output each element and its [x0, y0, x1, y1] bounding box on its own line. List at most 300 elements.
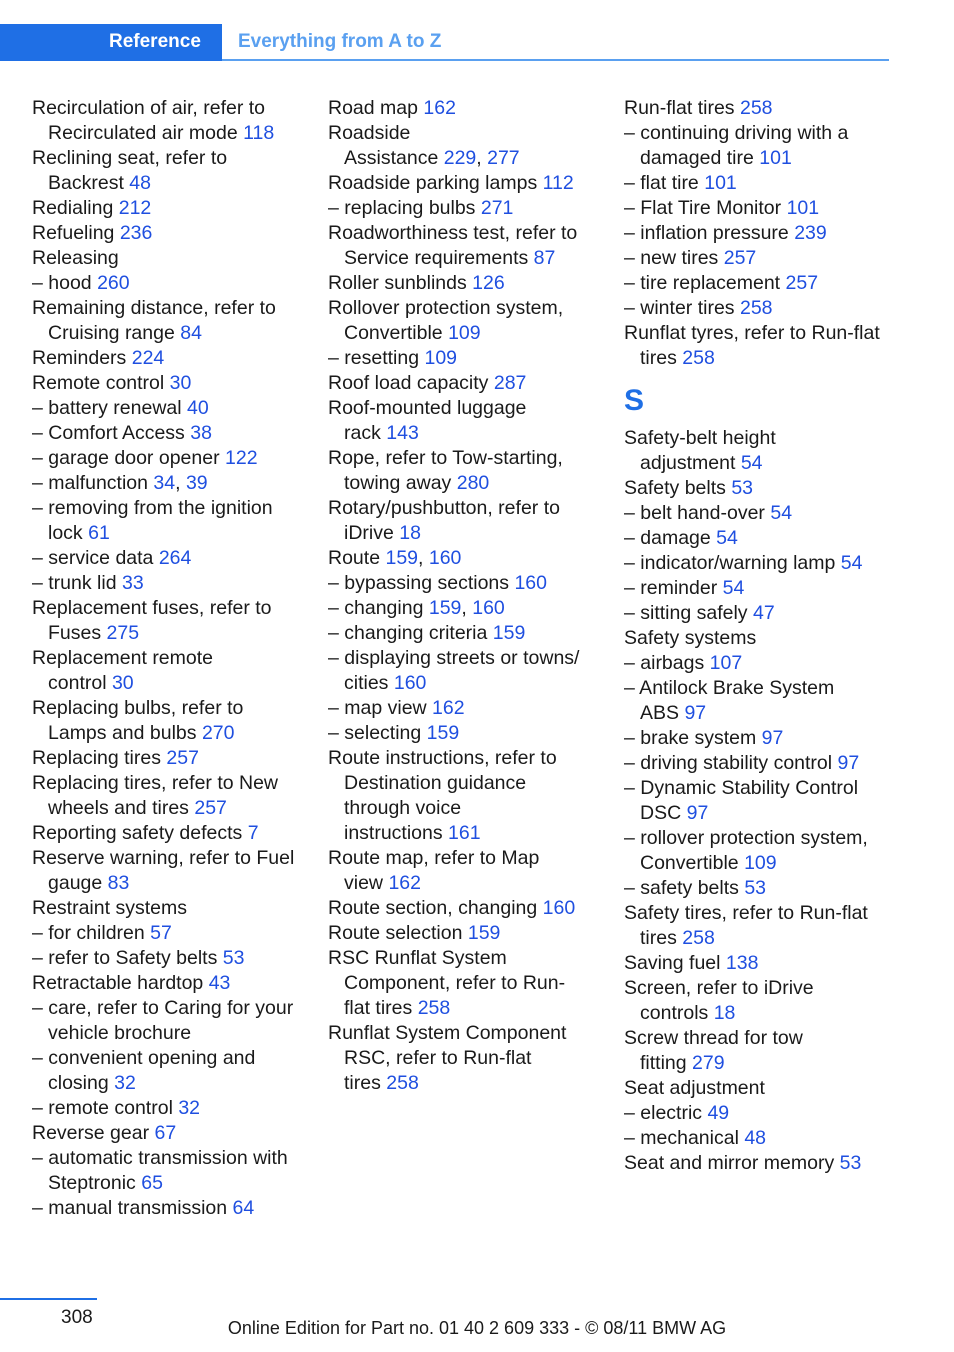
index-entry-text: – brake system: [624, 727, 757, 749]
index-entry: [328, 271, 618, 296]
index-entry: [624, 221, 894, 246]
page-link[interactable]: 159: [428, 597, 462, 619]
page-link[interactable]: 143: [386, 422, 419, 444]
page-link[interactable]: 97: [837, 752, 860, 774]
page-link[interactable]: 109: [448, 322, 481, 344]
index-entry-text: – remote control: [32, 1097, 173, 1119]
index-entry-text: – sitting safely: [624, 602, 748, 624]
index-entry: [624, 171, 894, 196]
page-link[interactable]: 33: [121, 572, 144, 594]
index-entry: [32, 1196, 322, 1221]
index-entry-text: Roadworthiness test, refer to: [328, 222, 578, 244]
index-entry: [624, 876, 894, 901]
index-entry: [624, 626, 894, 651]
index-entry-text: – mechanical: [624, 1127, 739, 1149]
index-entry: [624, 1151, 894, 1176]
index-entry: [624, 676, 894, 701]
index-entry-text: Rope, refer to Tow-starting,: [328, 447, 563, 469]
index-entry: [328, 821, 618, 846]
page-link[interactable]: 53: [744, 877, 767, 899]
footer-edition: Online Edition for Part no. 01 40 2 609 333 - © 08/11 BMW AG: [227, 1318, 727, 1338]
index-entry: [328, 1071, 618, 1096]
index-entry: [328, 621, 618, 646]
index-entry-text: Service requirements: [344, 247, 529, 269]
index-entry-text: – refer to Safety belts: [32, 947, 218, 969]
index-entry-text: – inflation pressure: [624, 222, 789, 244]
page-link[interactable]: 112: [542, 172, 574, 194]
page-link[interactable]: 32: [178, 1097, 201, 1119]
index-entry: [32, 671, 322, 696]
index-entry: [328, 921, 618, 946]
page-link[interactable]: 258: [739, 97, 773, 119]
index-entry: [624, 601, 894, 626]
index-entry: [32, 496, 322, 521]
index-entry-text: Refueling: [32, 222, 115, 244]
index-entry: [328, 696, 618, 721]
index-entry: [328, 571, 618, 596]
index-entry: [32, 746, 322, 771]
index-entry: [624, 501, 894, 526]
page-link[interactable]: 126: [472, 272, 505, 294]
page-link[interactable]: 118: [243, 122, 275, 144]
page-link[interactable]: 160: [514, 572, 547, 594]
index-entry-text: Road map: [328, 97, 418, 119]
page-link[interactable]: 54: [770, 502, 793, 524]
index-entry-text: Route map, refer to Map: [328, 847, 540, 869]
page-link[interactable]: 257: [723, 247, 757, 269]
index-entry-text: – changing: [328, 597, 424, 619]
page-link[interactable]: 101: [759, 147, 792, 169]
index-entry: [32, 596, 322, 621]
index-entry-text: Safety-belt height: [624, 427, 776, 449]
index-entry: [328, 346, 618, 371]
page-link[interactable]: 109: [424, 347, 458, 369]
index-entry-text: ABS: [640, 702, 680, 724]
page-link[interactable]: 159: [385, 547, 419, 569]
index-entry: [624, 296, 894, 321]
page-link[interactable]: 258: [682, 927, 715, 949]
index-entry: [32, 196, 322, 221]
index-entry: [328, 796, 618, 821]
index-entry: [328, 496, 618, 521]
index-entry-text: Retractable hardtop: [32, 972, 204, 994]
page-link[interactable]: 61: [88, 522, 110, 544]
page-link[interactable]: 18: [399, 522, 421, 544]
page-link[interactable]: 280: [456, 472, 490, 494]
index-entry: [624, 551, 894, 576]
page-link[interactable]: 54: [716, 527, 738, 549]
page-link[interactable]: 277: [487, 147, 520, 169]
index-entry: [328, 746, 618, 771]
index-entry: [32, 871, 322, 896]
index-entry: [328, 771, 618, 796]
index-entry: [32, 246, 322, 271]
index-entry: [624, 926, 894, 951]
index-entry: [624, 476, 894, 501]
index-entry: [328, 721, 618, 746]
page-link[interactable]: 260: [97, 272, 130, 294]
index-entry: [32, 421, 322, 446]
page-link[interactable]: 162: [432, 697, 465, 719]
index-entry: [328, 996, 618, 1021]
index-entry: [32, 296, 322, 321]
page-link[interactable]: 53: [839, 1152, 862, 1174]
index-entry: [624, 96, 894, 121]
index-entry-text: instructions: [344, 822, 443, 844]
index-entry-text: Replacement fuses, refer to: [32, 597, 272, 619]
page-link[interactable]: 53: [222, 947, 245, 969]
page-link[interactable]: 257: [194, 797, 227, 819]
index-entry: [32, 546, 322, 571]
page-link[interactable]: 30: [169, 372, 192, 394]
page-link[interactable]: 160: [542, 897, 576, 919]
index-entry-text: – new tires: [624, 247, 719, 269]
index-entry-text: Route selection: [328, 922, 463, 944]
index-entry-text: – bypassing sections: [328, 572, 510, 594]
index-entry-text: Convertible: [344, 322, 443, 344]
index-entry-text: towing away: [344, 472, 452, 494]
index-entry: [624, 976, 894, 1001]
index-entry-text: Replacing tires: [32, 747, 161, 769]
index-entry-text: – damage: [624, 527, 711, 549]
header-rule: [222, 59, 889, 61]
index-entry: [624, 271, 894, 296]
index-entry-text: Reverse gear: [32, 1122, 150, 1144]
index-entry: [624, 1101, 894, 1126]
index-entry: [624, 246, 894, 271]
page-link[interactable]: 159: [492, 622, 526, 644]
index-entry: [32, 1146, 322, 1171]
index-entry: [32, 896, 322, 921]
index-entry-text: adjustment: [640, 452, 736, 474]
index-entry: [32, 271, 322, 296]
index-entry: [624, 726, 894, 751]
page-link[interactable]: 258: [682, 347, 715, 369]
page-link[interactable]: 48: [129, 172, 151, 194]
index-entry: [32, 621, 322, 646]
index-entry: [328, 221, 618, 246]
page-link[interactable]: 264: [158, 547, 192, 569]
index-entry: [328, 1021, 618, 1046]
index-entry-text: – electric: [624, 1102, 703, 1124]
page-link[interactable]: 287: [493, 372, 527, 394]
index-entry-text: Roof-mounted luggage: [328, 397, 527, 419]
index-entry-text: tires: [640, 347, 677, 369]
index-entry: [32, 771, 322, 796]
index-entry: [624, 801, 894, 826]
index-entry-text: – malfunction: [32, 472, 148, 494]
page-link[interactable]: 212: [118, 197, 152, 219]
page-link[interactable]: 258: [417, 997, 451, 1019]
index-entry: [328, 846, 618, 871]
index-entry: [32, 646, 322, 671]
index-entry-text: Roof load capacity: [328, 372, 489, 394]
index-entry-text: Route: [328, 547, 381, 569]
index-entry: Assistance 229, 277: [344, 147, 520, 169]
page-link[interactable]: 54: [740, 452, 763, 474]
index-entry: [624, 526, 894, 551]
index-entry: [32, 1096, 322, 1121]
index-entry-text: – indicator/warning lamp: [624, 552, 836, 574]
index-entry: [624, 1126, 894, 1151]
page-link[interactable]: 101: [704, 172, 737, 194]
index-entry-text: – driving stability control: [624, 752, 833, 774]
page-link[interactable]: 257: [166, 747, 199, 769]
index-entry-text: – manual transmission: [32, 1197, 228, 1219]
index-entry-text: – replacing bulbs: [328, 197, 476, 219]
index-entry-text: – hood: [32, 272, 92, 294]
index-column-2: [328, 96, 618, 1096]
index-entry: [32, 371, 322, 396]
index-entry: [624, 121, 894, 146]
index-entry-text: – Comfort Access: [32, 422, 185, 444]
index-entry: [624, 851, 894, 876]
index-entry-text: – trunk lid: [32, 572, 117, 594]
page-link[interactable]: 47: [752, 602, 775, 624]
page-link[interactable]: 275: [106, 622, 140, 644]
index-entry-text: Safety belts: [624, 477, 726, 499]
index-entry-text: – battery renewal: [32, 397, 182, 419]
page-link[interactable]: 38: [190, 422, 212, 444]
page-link[interactable]: 122: [225, 447, 258, 469]
index-entry-text: wheels and tires: [48, 797, 189, 819]
index-entry-text: RSC Runflat System: [328, 947, 507, 969]
index-entry: [32, 1021, 322, 1046]
index-entry-text: Backrest: [48, 172, 124, 194]
page-link[interactable]: 138: [725, 952, 759, 974]
index-entry-text: – rollover protection system,: [624, 827, 868, 849]
index-entry: [624, 576, 894, 601]
index-entry: [32, 921, 322, 946]
index-entry: [328, 121, 618, 146]
page-link[interactable]: 229: [443, 147, 477, 169]
index-column-1: [32, 96, 322, 1221]
index-entry: – changing 159, 160: [328, 597, 505, 619]
index-entry: [624, 451, 894, 476]
page-link[interactable]: 97: [686, 802, 709, 824]
index-entry-text: – convenient opening and: [32, 1047, 256, 1069]
index-entry: [32, 171, 322, 196]
page-link[interactable]: 162: [388, 872, 421, 894]
index-entry-text: tires: [344, 1072, 381, 1094]
page-link[interactable]: 258: [739, 297, 773, 319]
index-entry-text: Replacement remote: [32, 647, 214, 669]
index-entry: [624, 1051, 894, 1076]
index-entry: [328, 171, 618, 196]
index-entry-text: – changing criteria: [328, 622, 488, 644]
index-entry-text: – Antilock Brake System: [624, 677, 835, 699]
index-entry: [32, 446, 322, 471]
page-link[interactable]: 101: [786, 197, 820, 219]
page-link[interactable]: 53: [731, 477, 754, 499]
page-link[interactable]: 270: [201, 722, 235, 744]
index-entry-text: RSC, refer to Run-flat: [344, 1047, 532, 1069]
index-entry: [32, 571, 322, 596]
index-entry: [32, 1171, 322, 1196]
index-entry: [328, 521, 618, 546]
index-entry-text: Seat adjustment: [624, 1077, 765, 1099]
footer-rule: [0, 1298, 97, 1300]
index-entry-text: damaged tire: [640, 147, 754, 169]
section-letter: S: [624, 384, 645, 417]
index-entry-text: – reminder: [624, 577, 718, 599]
index-entry: [328, 296, 618, 321]
page-link[interactable]: 32: [114, 1072, 136, 1094]
index-entry: [32, 221, 322, 246]
index-entry: [328, 396, 618, 421]
page-link[interactable]: 48: [744, 1127, 767, 1149]
index-entry: [624, 951, 894, 976]
index-entry-text: – automatic transmission with: [32, 1147, 288, 1169]
index-entry-text: vehicle brochure: [48, 1022, 192, 1044]
index-entry-text: closing: [48, 1072, 109, 1094]
index-entry-text: Restraint systems: [32, 897, 187, 919]
index-entry: [32, 821, 322, 846]
index-entry: [32, 1121, 322, 1146]
index-entry-text: Rollover protection system,: [328, 297, 564, 319]
page-link[interactable]: 39: [185, 472, 208, 494]
header-title: Everything from A to Z: [238, 31, 442, 52]
page-link[interactable]: 83: [107, 872, 130, 894]
index-entry-text: – garage door opener: [32, 447, 220, 469]
index-entry-text: Replacing bulbs, refer to: [32, 697, 244, 719]
index-entry-text: Screen, refer to iDrive: [624, 977, 814, 999]
index-entry: [624, 321, 894, 346]
index-entry-text: Component, refer to Run-: [344, 972, 566, 994]
page-link[interactable]: 97: [761, 727, 784, 749]
index-entry: [328, 896, 618, 921]
index-entry-text: Lamps and bulbs: [48, 722, 197, 744]
page-link[interactable]: 159: [467, 922, 501, 944]
page-link[interactable]: 87: [533, 247, 556, 269]
page-link[interactable]: 160: [472, 597, 505, 619]
index-entry-text: – tire replacement: [624, 272, 781, 294]
index-entry: [624, 701, 894, 726]
index-entry-text: flat tires: [344, 997, 413, 1019]
page-link[interactable]: 271: [480, 197, 514, 219]
index-entry: [32, 1046, 322, 1071]
index-entry-text: – belt hand-over: [624, 502, 765, 524]
page-link[interactable]: 258: [386, 1072, 419, 1094]
page-link[interactable]: 279: [692, 1052, 725, 1074]
index-entry: [328, 371, 618, 396]
index-entry: [32, 696, 322, 721]
page-link[interactable]: 236: [119, 222, 153, 244]
index-entry: [624, 1001, 894, 1026]
page-link[interactable]: 67: [154, 1122, 177, 1144]
index-entry: [32, 796, 322, 821]
page-link[interactable]: 159: [426, 722, 460, 744]
index-entry: [32, 521, 322, 546]
index-entry-text: Remaining distance, refer to: [32, 297, 276, 319]
index-entry-text: Fuses: [48, 622, 102, 644]
index-entry: [328, 196, 618, 221]
index-entry: [328, 446, 618, 471]
page-link[interactable]: 34: [153, 472, 176, 494]
page-link[interactable]: 54: [722, 577, 745, 599]
index-entry: [328, 471, 618, 496]
index-entry: [624, 146, 894, 171]
page-link[interactable]: 65: [141, 1172, 163, 1194]
index-entry-text: – safety belts: [624, 877, 739, 899]
index-entry-text: Runflat System Component: [328, 1022, 567, 1044]
page-link[interactable]: 107: [709, 652, 743, 674]
page-link[interactable]: 40: [187, 397, 209, 419]
page-link[interactable]: 160: [428, 547, 462, 569]
index-entry-text: Reporting safety defects: [32, 822, 243, 844]
index-entry-text: Reclining seat, refer to: [32, 147, 228, 169]
page-link[interactable]: 54: [840, 552, 863, 574]
index-entry: – malfunction 34, 39: [32, 472, 208, 494]
page-link[interactable]: 49: [707, 1102, 730, 1124]
index-entry-text: – airbags: [624, 652, 705, 674]
index-entry: [328, 671, 618, 696]
page-link[interactable]: 239: [794, 222, 827, 244]
index-entry: [32, 1071, 322, 1096]
index-entry: [32, 846, 322, 871]
page-link[interactable]: 7: [247, 822, 259, 844]
index-entry-text: – removing from the ignition: [32, 497, 273, 519]
page-link[interactable]: 162: [423, 97, 456, 119]
page-link[interactable]: 109: [744, 852, 777, 874]
index-entry-text: Roller sunblinds: [328, 272, 467, 294]
page-link[interactable]: 161: [448, 822, 481, 844]
index-entry: [32, 146, 322, 171]
index-entry: [328, 971, 618, 996]
index-entry-text: Seat and mirror memory: [624, 1152, 835, 1174]
page-link[interactable]: 97: [684, 702, 707, 724]
index-entry-text: Assistance: [344, 147, 439, 169]
index-entry: [32, 346, 322, 371]
index-entry: [328, 646, 618, 671]
index-entry: [328, 946, 618, 971]
index-entry: [32, 996, 322, 1021]
page-link[interactable]: 43: [208, 972, 231, 994]
index-entry-text: Route instructions, refer to: [328, 747, 557, 769]
page-number: 308: [61, 1307, 93, 1328]
index-entry-text: – winter tires: [624, 297, 735, 319]
index-entry-text: Reminders: [32, 347, 127, 369]
page-link[interactable]: 57: [150, 922, 172, 944]
index-entry-text: – Flat Tire Monitor: [624, 197, 782, 219]
index-entry-text: lock: [48, 522, 83, 544]
index-entry-text: – care, refer to Caring for your: [32, 997, 294, 1019]
page-link[interactable]: 224: [131, 347, 165, 369]
index-entry-text: view: [344, 872, 384, 894]
page-link[interactable]: 30: [111, 672, 134, 694]
index-entry-text: Replacing tires, refer to New: [32, 772, 279, 794]
index-entry: [624, 1026, 894, 1051]
index-entry: [624, 751, 894, 776]
index-entry-text: – map view: [328, 697, 427, 719]
index-entry: [624, 776, 894, 801]
page-link[interactable]: 84: [180, 322, 202, 344]
index-entry-text: Releasing: [32, 247, 119, 269]
page-link[interactable]: 18: [713, 1002, 736, 1024]
index-entry-text: fitting: [640, 1052, 687, 1074]
page-link[interactable]: 160: [393, 672, 427, 694]
index-entry: [328, 1046, 618, 1071]
index-entry-text: Remote control: [32, 372, 165, 394]
index-entry-text: Destination guidance: [344, 772, 527, 794]
page-link[interactable]: 257: [785, 272, 819, 294]
index-entry-text: Safety systems: [624, 627, 757, 649]
index-entry-text: – service data: [32, 547, 154, 569]
index-entry-text: – selecting: [328, 722, 422, 744]
index-entry-text: – flat tire: [624, 172, 699, 194]
page-link[interactable]: 64: [232, 1197, 255, 1219]
index-entry: [328, 321, 618, 346]
